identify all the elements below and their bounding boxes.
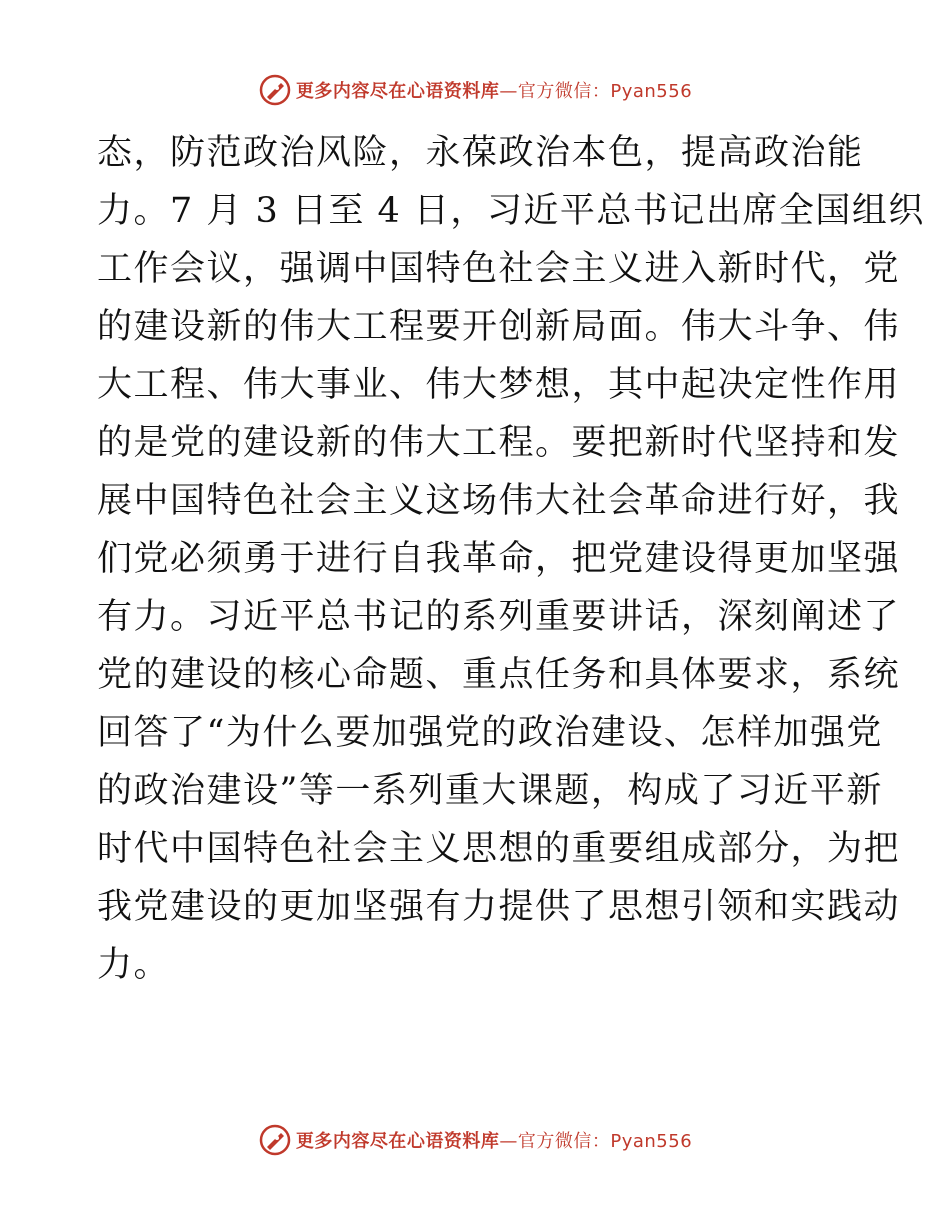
- header-brand: 更多内容尽在心语资料库: [295, 81, 500, 102]
- footer-watermark: [0, 1120, 950, 1160]
- header-watermark: [0, 70, 950, 110]
- body-line: 回答了“为什么要加强党的政治建设、怎样加强党: [97, 713, 883, 753]
- body-line: 力。: [97, 945, 171, 985]
- circle-pen-logo-icon: [258, 73, 292, 107]
- body-line: 有力。习近平总书记的系列重要讲话，深刻阐述了: [97, 597, 901, 637]
- body-line: 展中国特色社会主义这场伟大社会革命进行好，我: [97, 481, 901, 521]
- header-text: [296, 77, 692, 103]
- footer-text: [296, 1127, 692, 1153]
- header-contact: 官方微信：Pyan556: [517, 81, 693, 102]
- body-line: 时代中国特色社会主义思想的重要组成部分，为把: [97, 829, 901, 869]
- body-line: 党的建设的核心命题、重点任务和具体要求，系统: [97, 655, 901, 695]
- body-line: 工作会议，强调中国特色社会主义进入新时代，党: [97, 249, 901, 289]
- body-line: 大工程、伟大事业、伟大梦想，其中起决定性作用: [97, 365, 901, 405]
- footer-contact: 官方微信：Pyan556: [517, 1131, 693, 1152]
- body-line: 们党必须勇于进行自我革命，把党建设得更加坚强: [97, 539, 901, 579]
- footer-brand: 更多内容尽在心语资料库: [295, 1131, 500, 1152]
- body-line: 的是党的建设新的伟大工程。要把新时代坚持和发: [97, 423, 901, 463]
- document-body: [97, 124, 925, 994]
- header-dash: —: [499, 81, 518, 102]
- circle-pen-logo-icon: [258, 1123, 292, 1157]
- footer-dash: —: [499, 1131, 518, 1152]
- body-line: 我党建设的更加坚强有力提供了思想引领和实践动: [97, 887, 901, 927]
- body-line: 态，防范政治风险，永葆政治本色，提高政治能: [97, 133, 864, 173]
- body-line: 力。7 月 3 日至 4 日，习近平总书记出席全国组织: [97, 191, 925, 231]
- body-line: 的政治建设”等一系列重大课题，构成了习近平新: [97, 771, 883, 811]
- body-line: 的建设新的伟大工程要开创新局面。伟大斗争、伟: [97, 307, 901, 347]
